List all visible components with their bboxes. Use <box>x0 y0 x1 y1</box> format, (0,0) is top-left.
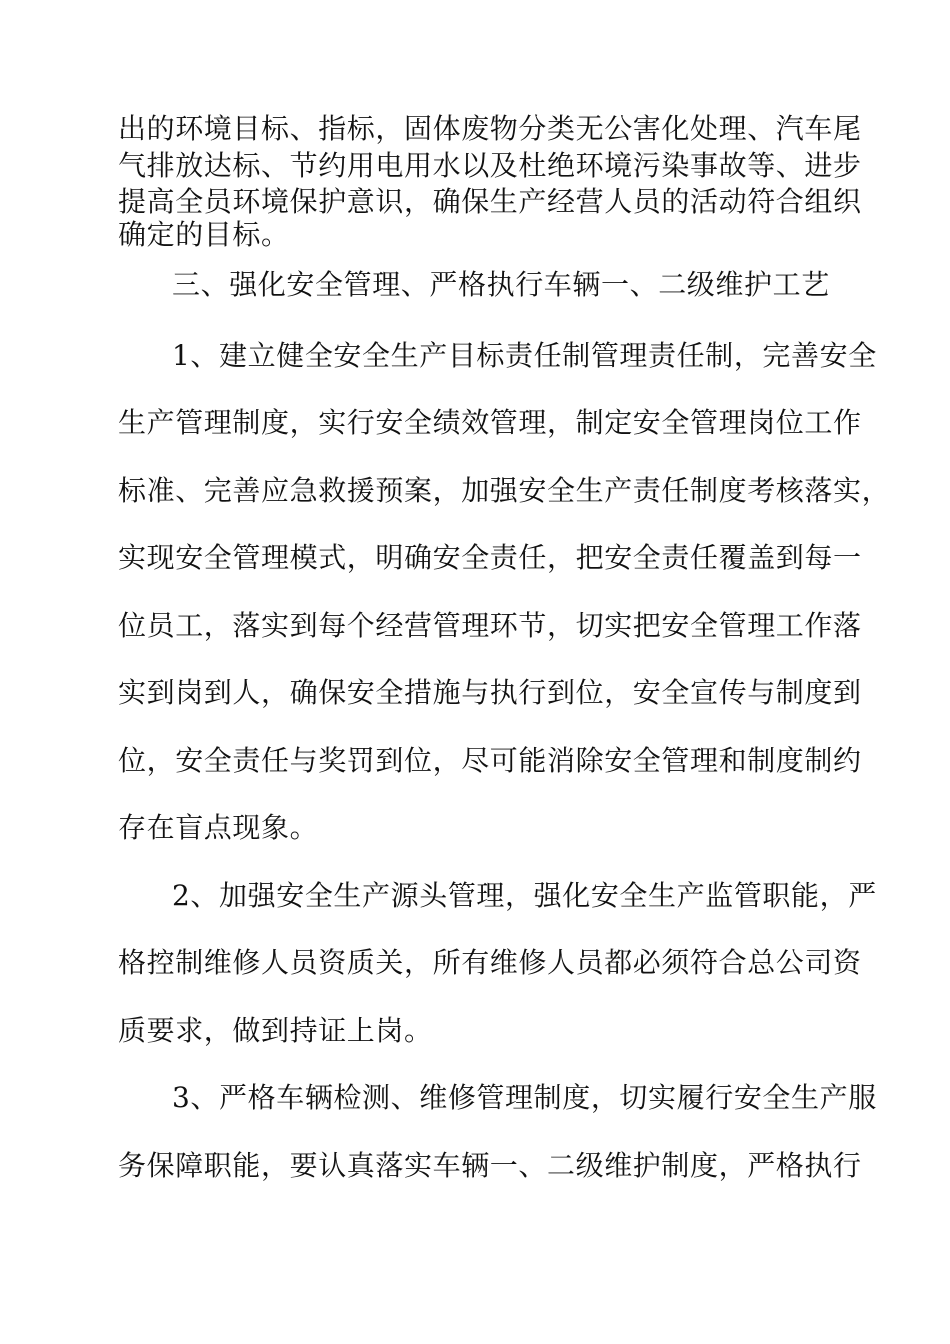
text-line: 位员工，落实到每个经营管理环节，切实把安全管理工作落 <box>118 609 862 642</box>
text-line: 气排放达标、节约用电用水以及杜绝环境污染事故等、进步 <box>118 149 862 182</box>
text-line: 务保障职能，要认真落实车辆一、二级维护制度，严格执行 <box>118 1149 862 1182</box>
text-line: 1、建立健全安全生产目标责任制管理责任制，完善安全 <box>172 339 877 372</box>
text-line: 生产管理制度，实行安全绩效管理，制定安全管理岗位工作 <box>118 406 862 439</box>
text-line: 格控制维修人员资质关，所有维修人员都必须符合总公司资 <box>118 946 862 979</box>
text-line: 出的环境目标、指标，固体废物分类无公害化处理、汽车尾 <box>118 112 862 145</box>
text-line: 标准、完善应急救援预案，加强安全生产责任制度考核落实， <box>118 474 891 507</box>
text-line: 实现安全管理模式，明确安全责任，把安全责任覆盖到每一 <box>118 541 862 574</box>
section-heading: 三、强化安全管理、严格执行车辆一、二级维护工艺 <box>172 268 830 301</box>
text-line: 3、严格车辆检测、维修管理制度，切实履行安全生产服 <box>172 1081 877 1114</box>
text-line: 位，安全责任与奖罚到位，尽可能消除安全管理和制度制约 <box>118 744 862 777</box>
text-line: 存在盲点现象。 <box>118 811 319 844</box>
text-line: 实到岗到人，确保安全措施与执行到位，安全宣传与制度到 <box>118 676 862 709</box>
text-line: 确定的目标。 <box>118 218 290 251</box>
text-line: 2、加强安全生产源头管理，强化安全生产监管职能，严 <box>172 879 877 912</box>
text-line: 质要求，做到持证上岗。 <box>118 1014 433 1047</box>
text-line: 提高全员环境保护意识，确保生产经营人员的活动符合组织 <box>118 185 862 218</box>
